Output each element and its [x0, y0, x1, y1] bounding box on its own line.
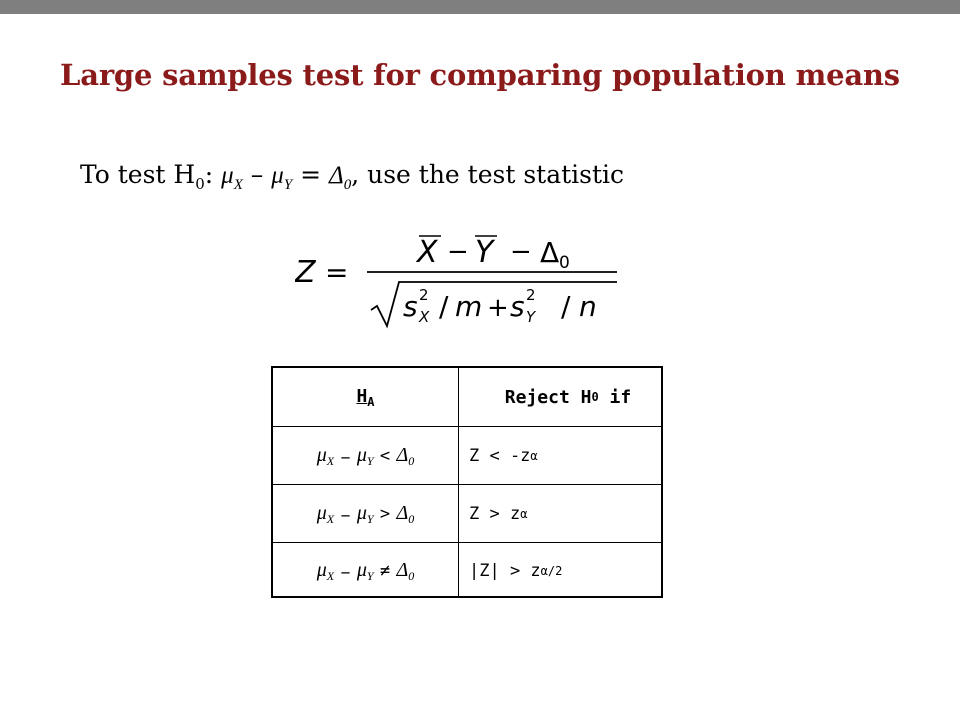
slide-title: Large samples test for comparing population means: [60, 58, 900, 92]
num-minus-1: −: [447, 237, 469, 267]
alt-hypothesis-cell: $\mu_X$ – $\mu_Y$ ≠ $\Delta_0$: [316, 558, 415, 583]
mu-y: $\mu_Y$: [271, 162, 293, 193]
alt-hypothesis-cell: $\mu_X$ – $\mu_Y$ > $\Delta_0$: [316, 501, 415, 526]
formula-lhs-z: Z: [295, 255, 316, 290]
den-s1-sup: 2: [419, 286, 429, 304]
formula-equals: =: [325, 256, 349, 289]
reject-cell: [469, 543, 659, 599]
den-m: m: [455, 290, 483, 323]
header-alt: [273, 368, 458, 426]
num-delta: Δ: [540, 236, 560, 269]
den-s1-sub: X: [419, 308, 430, 326]
alt-hypothesis-cell: $\mu_X$ – $\mu_Y$ < $\Delta_0$: [316, 443, 415, 468]
reject-sub: α: [520, 507, 528, 521]
den-s2-sup: 2: [526, 286, 536, 304]
mu-x: $\mu_X$: [221, 162, 243, 193]
header-alt-text: $H_A$: [356, 385, 375, 409]
num-x: X: [417, 235, 438, 270]
reject-text: Z < -z: [469, 446, 531, 466]
table-header-row: [273, 368, 661, 426]
test-statistic-formula: [295, 222, 625, 336]
intro-hyp-sub: 0: [195, 175, 205, 193]
delta-0: $\Delta_0$: [329, 162, 352, 193]
den-slash-1: /: [439, 290, 449, 323]
intro-text: To test $H_0$: $\mu_X - \mu_Y = \Delta_0$, use the test statistic: [80, 160, 625, 193]
header-reject: [473, 368, 663, 426]
reject-text: Z > z: [469, 504, 521, 524]
header-reject-tail: if: [598, 386, 632, 408]
den-plus: +: [487, 293, 509, 323]
den-n: n: [579, 290, 597, 323]
alt-operator: ≠: [379, 561, 391, 581]
den-s2-sub: Y: [526, 308, 536, 326]
table-row: [273, 426, 661, 485]
header-reject-sub: 0: [591, 390, 599, 404]
intro-colon: :: [204, 160, 222, 189]
header-reject-text: Reject H: [504, 386, 592, 408]
num-minus-2: −: [510, 237, 532, 267]
reject-sub: α: [530, 449, 538, 463]
alt-operator: >: [379, 504, 391, 524]
den-slash-2: /: [561, 290, 571, 323]
table-row: [273, 542, 661, 599]
table-row: [273, 484, 661, 543]
reject-sub: α/2: [540, 564, 563, 578]
den-s2: s: [510, 290, 525, 323]
reject-cell: [469, 427, 659, 485]
den-s1: s: [403, 290, 418, 323]
intro-suffix: , use the test statistic: [351, 160, 625, 189]
reject-cell: [469, 485, 659, 543]
num-y: Y: [475, 235, 494, 270]
intro-prefix: To test H: [80, 160, 196, 189]
alt-operator: <: [379, 446, 391, 466]
reject-text: |Z| > z: [469, 561, 541, 581]
formula-svg: [295, 222, 625, 332]
num-delta-sub: 0: [559, 253, 570, 273]
top-bar: [0, 0, 960, 14]
rejection-table: [271, 366, 663, 598]
